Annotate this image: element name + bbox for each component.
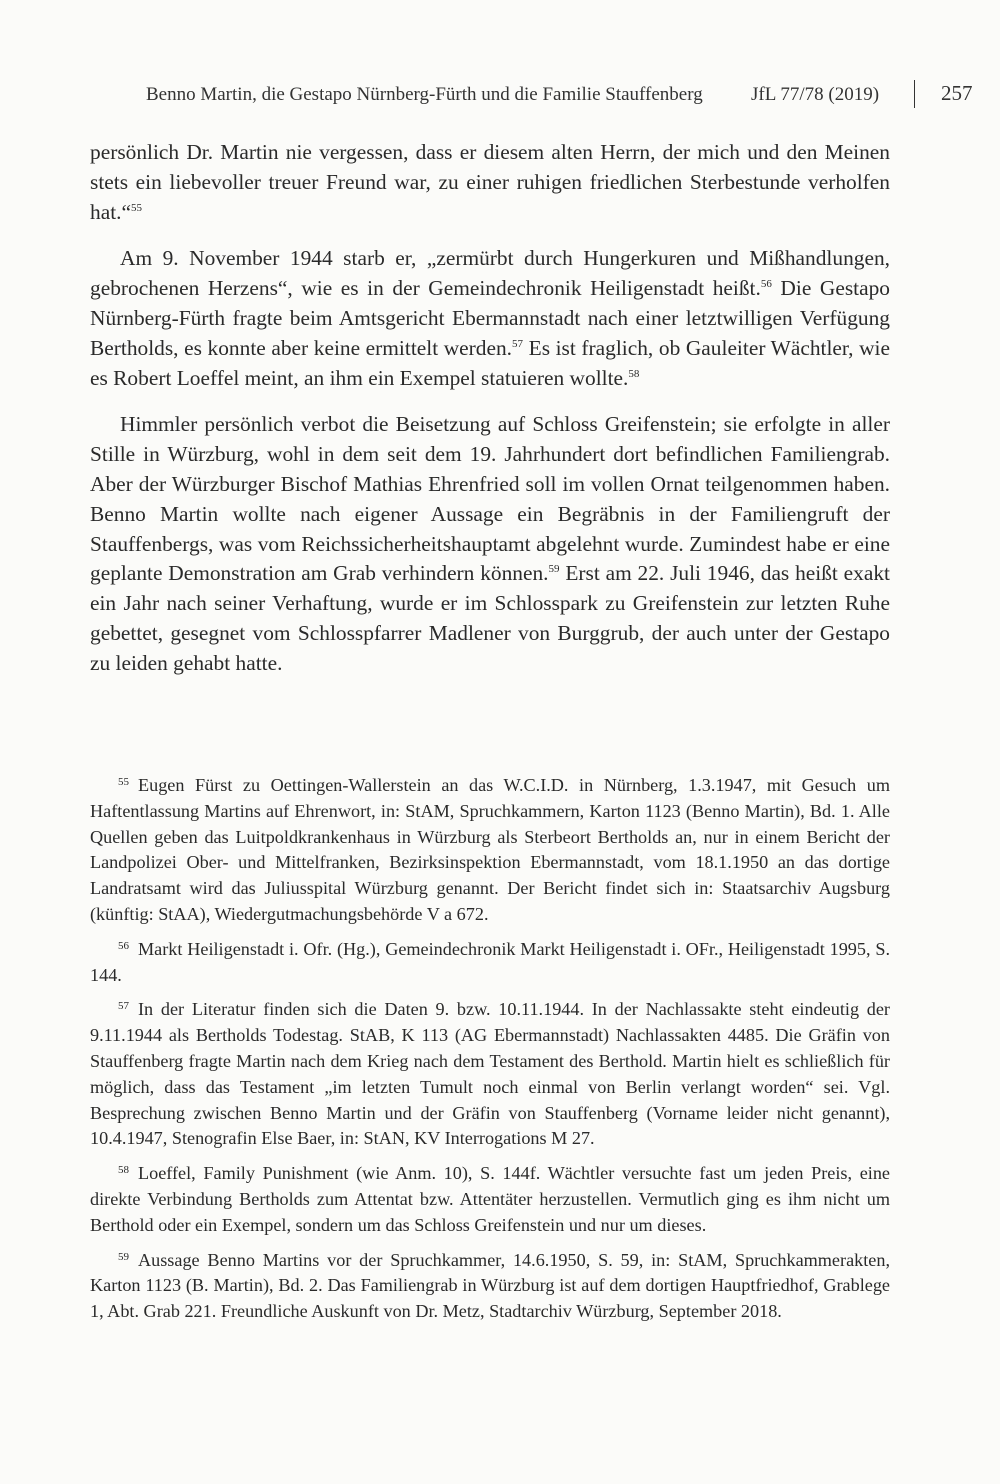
footnote — [90, 773, 890, 928]
footnote — [90, 997, 890, 1152]
header-divider — [914, 80, 915, 108]
footnote-number: 59 — [118, 1250, 129, 1263]
footnote-ref: 55 — [130, 201, 142, 214]
footnote — [90, 1161, 890, 1238]
footnote-text: Markt Heiligenstadt i. Ofr. (Hg.), Gemeindechronik Markt Heiligenstadt i. OFr., Heiligenstadt 1995, S. 144. — [90, 938, 890, 985]
footnote-number: 56 — [118, 939, 129, 952]
footnote — [90, 937, 890, 989]
footnote-ref: 58 — [628, 367, 640, 380]
paragraph — [90, 138, 890, 227]
footnote-text: Loeffel, Family Punishment (wie Anm. 10), S. 144f. Wächtler versuchte fast um jeden Preis, eine direkte Verbindung Bertholds zum Attentat bzw. Attentäter herzustellen. Vermutlich ging es ihm nicht um Berthold oder ein Exempel, sondern um das Schloss Greifenstein und nur um dieses. — [90, 1163, 890, 1235]
footnote-text: Aussage Benno Martins vor der Spruchkammer, 14.6.1950, S. 59, in: StAM, Spruchkammerakten, Karton 1123 (B. Martin), Bd. 2. Das Familiengrab in Würzburg ist auf dem dortigen Hauptfriedhof, Grablege 1, Abt. Grab 221. Freundliche Auskunft von Dr. Metz, Stadtarchiv Würzburg, September 2018. — [90, 1249, 890, 1322]
paragraph-text: Erst am 22. Juli 1946, das heißt exakt ein Jahr nach seiner Verhaftung, wurde er im Schlosspark zu Greifenstein zur letzten Ruhe gebettet, gesegnet vom Schlosspfarrer Madlener von Burggrub, der auch unter der Gestapo zu leiden gehabt hatte. — [90, 561, 890, 675]
footnote-number: 57 — [118, 1000, 129, 1013]
footnote-number: 55 — [118, 776, 129, 788]
footnote-text: Eugen Fürst zu Oettingen-Wallerstein an das W.C.I.D. in Nürnberg, 1.3.1947, mit Gesuch um Haftentlassung Martins auf Ehrenwort, in: StAM, Spruchkammern, Karton 1123 (Benno Martin), Bd. 1. Alle Quellen geben das Luitpoldkrankenhaus in Würzburg als Sterbeort Bertholds an, nur in einem Bericht der Landpolizei Ober- und Mittelfranken, Bezirksinspektion Ebermannstadt, vom 18.1.1950 an das dortige Landratsamt wird das Juliusspital Würzburg genannt. Der Bericht findet sich in: Staatsarchiv Augsburg (künftig: StAA), Wiedergutmachungsbehörde V a 672. — [90, 775, 890, 924]
paragraph — [90, 410, 890, 678]
paragraph-text: Himmler persönlich verbot die Beisetzung auf Schloss Greifenstein; sie erfolgte in aller Stille in Würzburg, wohl in dem seit dem 19. Jahrhundert dort befindlichen Familiengrab. Aber der Würzburger Bischof Mathias Ehrenfried soll im vollen Ornat teilgenommen haben. Benno Martin wollte nach eigener Aussage ein Begräbnis in der Familiengruft der Stauffenbergs, was vom Reichssicherheitshauptamt abgelehnt wurde. Zumindest habe er eine geplante Demonstration am Grab verhindern können. — [90, 412, 890, 586]
footnote-text: In der Literatur finden sich die Daten 9. bzw. 10.11.1944. In der Nachlassakte steht eindeutig der 9.11.1944 als Bertholds Todestag. StAB, K 113 (AG Ebermannstadt) Nachlassakten 4485. Die Gräfin von Stauffenberg fragte Martin nach dem Krieg nach dem Testament des Berthold. Martin hielt es schließlich für möglich, dass das Testament „im letzten Tumult noch einmal von Berlin verlangt worden“ sei. Vgl. Besprechung zwischen Benno Martin und der Gräfin von Stauffenberg (Vorname leider nicht genannt), 10.4.1947, Stenografin Else Baer, in: StAN, KV Interrogations M 27. — [90, 999, 890, 1149]
paragraph — [90, 244, 890, 393]
footnote-ref: 56 — [760, 278, 772, 291]
footnote-number: 58 — [118, 1164, 129, 1177]
footnote — [90, 1248, 890, 1325]
paragraph-text: Die Gestapo Nürnberg-Fürth fragte beim Amtsgericht Ebermannstadt nach einer letztwilligen Verfügung Bertholds, es konnte aber keine ermittelt werden. — [90, 276, 890, 360]
page-number: 257 — [941, 81, 973, 105]
paragraph-text: persönlich Dr. Martin nie vergessen, dass er diesem alten Herrn, der mich und den Meinen stets ein liebevoller treuer Freund war, zu einer ruhigen friedlichen Sterbestunde verholfen hat.“ — [90, 140, 890, 224]
running-header — [146, 81, 976, 114]
journal-citation: JfL 77/78 (2019) — [751, 84, 880, 105]
footnote-ref: 57 — [512, 337, 524, 350]
paragraph-text: Es ist fraglich, ob Gauleiter Wächtler, wie es Robert Loeffel meint, an ihm ein Exempel statuieren wollte. — [90, 335, 890, 390]
running-title: Benno Martin, die Gestapo Nürnberg-Fürth und die Familie Stauffenberg — [146, 84, 703, 105]
footnotes — [90, 773, 890, 1334]
footnote-ref: 59 — [548, 563, 560, 576]
main-text — [90, 138, 890, 679]
paragraph-text: Am 9. November 1944 starb er, „zermürbt durch Hungerkuren und Mißhandlungen, gebrochenen Herzens“, wie es in der Gemeindechronik Heiligenstadt heißt. — [90, 246, 890, 301]
